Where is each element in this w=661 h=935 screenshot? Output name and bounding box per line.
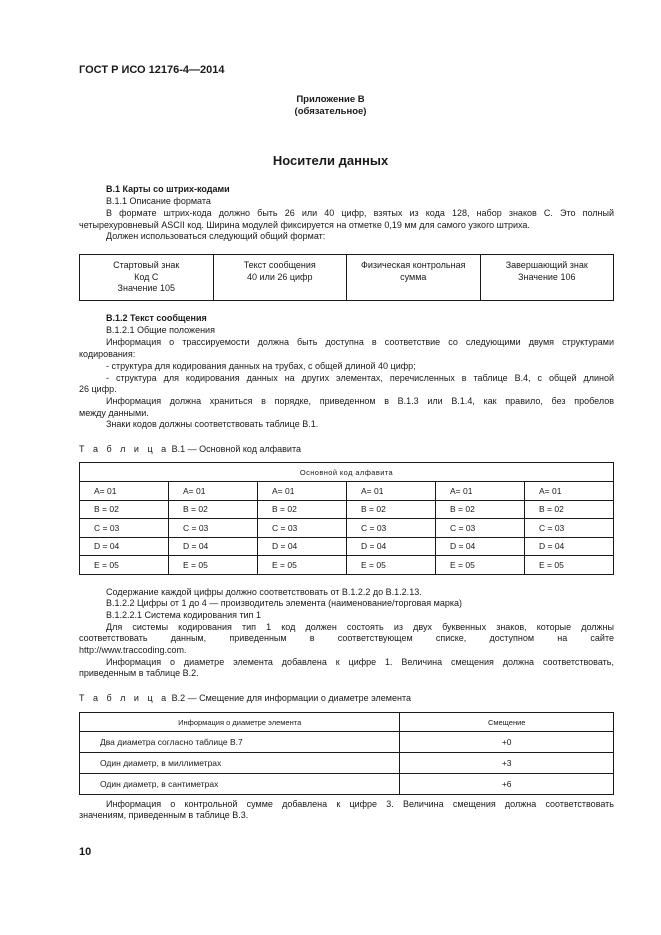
paragraph-line: значениям, приведенным в таблице В.3. xyxy=(79,810,249,820)
paragraph-line: В.1.2.2.1 Система кодирования тип 1 xyxy=(106,610,261,620)
paragraph-line: Информация должна храниться в порядке, приведенном в В.1.3 или В.1.4, как правило, без пробелов xyxy=(106,396,614,406)
table-cell: A= 01 xyxy=(258,482,347,501)
paragraph-line: соответствовать данным, приведенным в соответствующем списке, доступном на сайте xyxy=(79,633,614,643)
page-number: 10 xyxy=(79,846,92,858)
table-cell: Два диаметра согласно таблице В.7 xyxy=(80,732,400,753)
table-cell: C = 03 xyxy=(347,519,436,538)
table-cell: A= 01 xyxy=(525,482,614,501)
paragraph-line: В.1.2.2 Цифры от 1 до 4 — производитель элемента (наименование/торговая марка) xyxy=(106,598,462,608)
table-cell: E = 05 xyxy=(525,556,614,575)
table-row xyxy=(80,519,614,538)
table-cell: A= 01 xyxy=(347,482,436,501)
table-cell: E = 05 xyxy=(258,556,347,575)
table-cell: E = 05 xyxy=(80,556,169,575)
table-header-row xyxy=(80,463,614,482)
table-cell: B = 02 xyxy=(347,500,436,519)
caption-text: В.1 — Основной код алфавита xyxy=(169,444,301,454)
table-cell: A= 01 xyxy=(169,482,258,501)
column-header: Смещение xyxy=(400,713,614,732)
table-cell: +6 xyxy=(400,774,614,795)
table-cell: Один диаметр, в сантиметрах xyxy=(80,774,400,795)
table-cell: E = 05 xyxy=(347,556,436,575)
annex-status: (обязательное) xyxy=(294,106,367,117)
paragraph-line: между данными. xyxy=(79,408,149,418)
format-cell-line: сумма xyxy=(400,271,427,282)
diameter-offset-table xyxy=(79,712,614,795)
alphabet-table xyxy=(79,462,614,575)
paragraph-line: Информация о диаметре элемента добавлена к цифре 1. Величина смещения должна соответствовать, xyxy=(106,657,614,667)
table-cell: +3 xyxy=(400,753,614,774)
format-cell-line: Текст сообщения xyxy=(243,260,316,270)
paragraph-line: В формате штрих-кода должно быть 26 или 40 цифр, взятых из кода 128, набор знаков С. Это полный xyxy=(106,208,614,218)
table-row xyxy=(80,753,614,774)
paragraph-line: Должен использоваться следующий общий формат: xyxy=(106,231,326,241)
paragraph-line: Для системы кодирования тип 1 код должен состоять из двух буквенных знаков, которые должны xyxy=(106,622,614,632)
format-cell xyxy=(480,255,614,301)
paragraph-line: четырехуровневый ASCII код. Ширина модулей фиксируется на отметке 0,19 мм для самого узкого штриха. xyxy=(79,220,530,230)
paragraph-line: Информация о контрольной сумме добавлена к цифре 3. Величина смещения должна соответствовать xyxy=(106,799,614,809)
website-link[interactable]: http://www.traccoding.com. xyxy=(79,645,187,655)
table-cell: B = 02 xyxy=(80,500,169,519)
table-cell: D = 04 xyxy=(80,537,169,556)
heading-b1: В.1 Карты со штрих-кодами xyxy=(106,184,230,194)
paragraph-line: кодирования: xyxy=(79,349,136,359)
table-row xyxy=(80,556,614,575)
table-row xyxy=(80,482,614,501)
table-cell: D = 04 xyxy=(258,537,347,556)
format-cell-line: Значение 105 xyxy=(117,283,175,293)
document-standard-id: ГОСТ Р ИСО 12176-4—2014 xyxy=(79,64,225,76)
table-cell: C = 03 xyxy=(80,519,169,538)
section-title: Носители данных xyxy=(272,153,389,168)
table-header-row xyxy=(80,713,614,732)
table-cell: D = 04 xyxy=(525,537,614,556)
list-item: - структура для кодирования данных на других элементах, перечисленных в таблице В.4, с общей длиной xyxy=(106,373,614,383)
table-cell: A= 01 xyxy=(436,482,525,501)
format-cell xyxy=(347,255,481,301)
table-cell: E = 05 xyxy=(169,556,258,575)
table-cell: B = 02 xyxy=(258,500,347,519)
column-header: Информация о диаметре элемента xyxy=(80,713,400,732)
table-row xyxy=(80,732,614,753)
table-cell: Один диаметр, в миллиметрах xyxy=(80,753,400,774)
format-cell-line: Значение 106 xyxy=(518,271,576,282)
format-cell xyxy=(80,255,214,301)
paragraph-line: Информация о трассируемости должна быть доступна в соответствие со следующими двумя структурами xyxy=(106,337,614,347)
format-cell-line: 40 или 26 цифр xyxy=(247,271,313,282)
format-cell-line: Физическая контрольная xyxy=(361,260,466,270)
table-cell: A= 01 xyxy=(80,482,169,501)
table-cell: C = 03 xyxy=(525,519,614,538)
table-cell: B = 02 xyxy=(169,500,258,519)
table-row xyxy=(80,255,614,301)
list-item: - структура для кодирования данных на трубах, с общей длиной 40 цифр; xyxy=(106,361,416,371)
subheading-b11: В.1.1 Описание формата xyxy=(106,196,211,206)
table1-caption xyxy=(79,444,301,454)
caption-prefix: Т а б л и ц а xyxy=(79,444,170,454)
table-cell: C = 03 xyxy=(436,519,525,538)
format-cell-line: Код С xyxy=(134,271,159,282)
table2-caption xyxy=(79,693,411,703)
caption-prefix: Т а б л и ц а xyxy=(79,693,170,703)
subheading-b121: В.1.2.1 Общие положения xyxy=(106,325,215,335)
format-cell-line: Стартовый знак xyxy=(113,260,180,270)
table-row xyxy=(80,500,614,519)
table-cell: B = 02 xyxy=(436,500,525,519)
table-row xyxy=(80,537,614,556)
format-table xyxy=(79,254,614,301)
paragraph-line: 26 цифр. xyxy=(79,384,117,394)
format-cell xyxy=(213,255,347,301)
table-cell: +0 xyxy=(400,732,614,753)
table-cell: C = 03 xyxy=(169,519,258,538)
table-cell: D = 04 xyxy=(347,537,436,556)
paragraph-line: приведенным в таблице В.2. xyxy=(79,668,199,678)
table-row xyxy=(80,774,614,795)
paragraph-line: Содержание каждой цифры должно соответствовать от В.1.2.2 до В.1.2.13. xyxy=(106,587,422,597)
heading-b12: В.1.2 Текст сообщения xyxy=(106,313,207,323)
table-cell: B = 02 xyxy=(525,500,614,519)
table-cell: E = 05 xyxy=(436,556,525,575)
table-cell: D = 04 xyxy=(169,537,258,556)
caption-text: В.2 — Смещение для информации о диаметре элемента xyxy=(169,693,411,703)
annex-label: Приложение В xyxy=(296,94,365,105)
table-cell: D = 04 xyxy=(436,537,525,556)
paragraph-line: Знаки кодов должны соответствовать таблице В.1. xyxy=(106,419,319,429)
format-cell-line: Завершающий знак xyxy=(505,260,588,270)
table-cell: C = 03 xyxy=(258,519,347,538)
table-header: Основной код алфавита xyxy=(80,463,614,482)
